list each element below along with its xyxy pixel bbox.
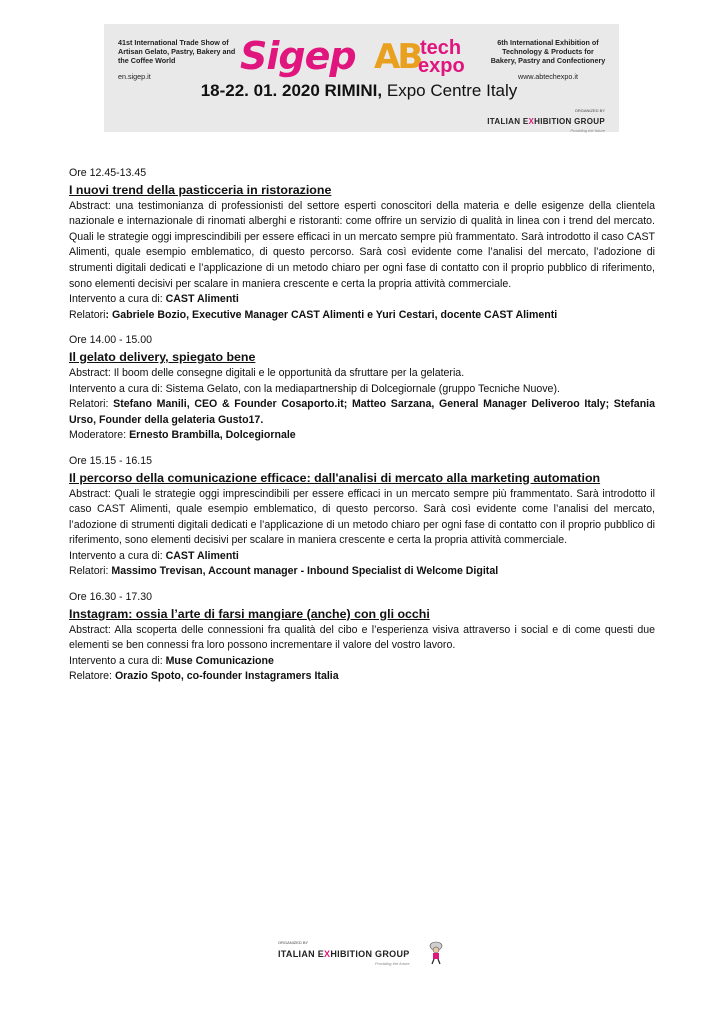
session-3: [69, 454, 655, 580]
session-time: Ore 16.30 - 17.30: [69, 591, 153, 604]
session-relatori: Relatori: Stefano Manili, CEO & Founder Cosaporto.it; Matteo Sarzana, General Manager Deliveroo Italy; Stefania Urso, Founder della gelateria Gusto17.: [69, 398, 655, 426]
session-title: Il percorso della comunicazione efficace: dall'analisi di mercato alla marketing automation: [69, 470, 601, 485]
session-title: Il gelato delivery, spiegato bene: [69, 349, 256, 364]
session-relatori: Relatore: Orazio Spoto, co-founder Instagramers Italia: [69, 670, 339, 683]
session-time: Ore 14.00 - 15.00: [69, 334, 153, 347]
session-1: [69, 166, 655, 323]
session-relatori: Relatori: Massimo Trevisan, Account manager - Inbound Specialist di Welcome Digital: [69, 565, 499, 578]
session-title: I nuovi trend della pasticceria in ristorazione: [69, 182, 332, 197]
sigep-logo: Sigep: [240, 34, 356, 78]
session-intervento: Intervento a cura di: Muse Comunicazione: [69, 654, 274, 667]
session-abstract: Abstract: una testimonianza di professionisti del settore esperti conoscitori della materia e delle esigenze della clientela nazionale e internazionale di rinomati alberghi e ristoranti: come offrire un servizio di qualità in linea con i trend del mercato. Quali le strategie oggi imprescindibili per essere efficaci in un mercato sempre più frammentato. Sarà introdotto il caso CAST Alimenti, quale esempio emblematico, di questo percorso. Sarà così evidente come l’analisi del mercato, l’adozione di strumenti digitali dedicati e l’applicazione di un metodo chiaro per ogni fase di contatto con il proprio pubblico di riferimento, sono elementi decisivi per scalare in maniera crescente e certa la propria attività commerciale.: [69, 199, 655, 290]
event-date: 18-22. 01. 2020 RIMINI, Expo Centre Italy: [200, 81, 518, 100]
sigep-description: 41st International Trade Show of Artisan Gelato, Pastry, Bakery and the Coffee World en.sigep.it: [118, 38, 238, 81]
mascot-icon: [427, 941, 445, 965]
session-intervento: Intervento a cura di: CAST Alimenti: [69, 549, 239, 562]
session-time: Ore 12.45-13.45: [69, 167, 147, 179]
session-abstract: Abstract: Quali le strategie oggi imprescindibili per essere efficaci in un mercato sempre più frammentato. Sarà introdotto il caso CAST Alimenti, quale esempio emblematico, di questo percorso. Sarà così evidente come l’analisi del mercato, l’adozione di strumenti digitali dedicati e l’applicazione di un metodo chiaro per ogni fase di contatto con il proprio pubblico di riferimento, sono elementi decisivi per scalare in maniera crescente e certa la propria attività commerciale.: [69, 487, 655, 547]
session-moderatore: Moderatore: Ernesto Brambilla, Dolcegiornale: [69, 429, 296, 442]
session-2: [69, 333, 655, 444]
session-abstract: Abstract: Alla scoperta delle connessioni fra qualità del cibo e l’esperienza visiva attraverso i social e di come questi due elementi se ben connessi fra loro possono incrementare il valore del vostro lavoro.: [69, 623, 655, 652]
abtech-expo-logo: AB tech expo: [374, 37, 465, 77]
session-intervento: Intervento a cura di: Sistema Gelato, con la mediapartnership di Dolcegiornale (gruppo Tecniche Nuove).: [69, 382, 560, 395]
session-4: [69, 590, 655, 685]
sigep-url[interactable]: en.sigep.it: [118, 72, 151, 81]
session-title: Instagram: ossia l’arte di farsi mangiare (anche) con gli occhi: [69, 606, 430, 621]
session-time: Ore 15.15 - 16.15: [69, 454, 153, 467]
program-content: [69, 166, 655, 695]
session-relatori: Relatori: Gabriele Bozio, Executive Manager CAST Alimenti e Yuri Cestari, docente CAST Alimenti: [69, 308, 558, 321]
organizer-logo: ORGANIZED BY ITALIAN EXHIBITION GROUP Providing the future: [487, 108, 605, 133]
abtech-description: 6th International Exhibition of Technology & Products for Bakery, Pastry and Confectionery www.abtechexpo.it: [490, 38, 606, 81]
footer-organizer-logo: ORGANIZED BY ITALIAN EXHIBITION GROUP Providing the future: [278, 940, 410, 966]
header-banner: [104, 24, 619, 132]
session-abstract: Abstract: Il boom delle consegne digitali e le opportunità da sfruttare per la gelateria.: [69, 366, 465, 379]
session-intervento: Intervento a cura di: CAST Alimenti: [69, 293, 239, 306]
abtech-url[interactable]: www.abtechexpo.it: [518, 72, 578, 81]
